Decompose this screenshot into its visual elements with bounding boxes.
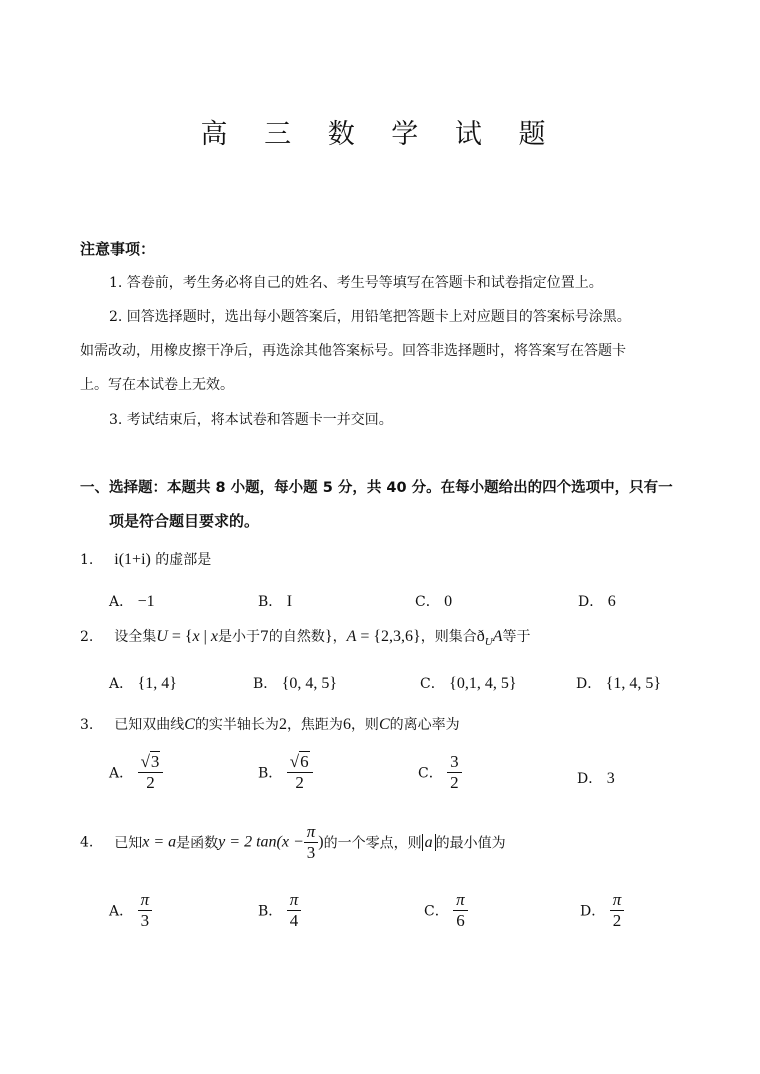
fraction-numerator: π	[138, 890, 153, 911]
option-value: I	[286, 593, 293, 610]
question-text: ，焦距为	[286, 717, 343, 733]
option-value: −1	[137, 593, 155, 610]
fraction-numerator: 6	[300, 752, 309, 771]
question-text: 的离心率为	[389, 717, 460, 733]
question-text: 的一个零点，则	[323, 835, 422, 852]
fraction-denominator: 4	[289, 911, 299, 930]
fraction	[610, 890, 625, 931]
question-text: 的虚部是	[155, 552, 212, 568]
q3-option-d[interactable]	[577, 768, 615, 788]
option-label: B．	[258, 903, 283, 920]
option-label: D．	[577, 771, 603, 787]
math-var-x: x	[192, 628, 200, 645]
complement-symbol: ð	[476, 628, 485, 645]
notice-heading: 注意事项：	[80, 240, 156, 258]
math-bar: |	[199, 628, 211, 645]
fraction-numerator: π	[304, 822, 319, 843]
question-text: 是函数	[176, 835, 219, 852]
fraction-denominator: 2	[146, 773, 155, 792]
question-text: 已知	[114, 835, 143, 852]
option-value: {0, 4, 5}	[281, 675, 338, 692]
option-value: 3	[606, 770, 615, 787]
q4-option-c[interactable]	[424, 890, 468, 931]
option-value: {1, 4}	[137, 675, 177, 692]
option-label: D．	[576, 676, 602, 692]
option-label: D．	[580, 903, 606, 920]
notice-item-2-line-2: 如需改动，用橡皮擦干净后，再选涂其他答案标号。回答非选择题时，将答案写在答题卡	[80, 343, 626, 359]
q3-option-c[interactable]	[418, 752, 462, 793]
fraction	[287, 752, 313, 793]
section-1-heading-line-2: 项是符合题目要求的。	[109, 512, 260, 530]
option-label: C．	[418, 765, 443, 782]
question-text: 等于	[502, 629, 531, 645]
option-label: A．	[109, 676, 134, 692]
q1-option-b[interactable]	[258, 591, 292, 611]
q1-option-d[interactable]	[578, 591, 616, 611]
fraction-numerator: π	[453, 890, 468, 911]
fraction	[304, 822, 319, 863]
fraction	[138, 890, 153, 931]
question-text: ，则集合	[420, 629, 477, 645]
q3-option-b[interactable]	[258, 752, 313, 793]
option-label: C．	[424, 903, 449, 920]
q1-option-a[interactable]	[109, 591, 155, 611]
fraction	[453, 890, 468, 931]
section-1-heading-line-1: 一、选择题：本题共 8 小题，每小题 5 分，共 40 分。在每小题给出的四个选项中，只有一	[80, 480, 673, 496]
option-label: A．	[109, 765, 134, 782]
question-text: ，则	[350, 717, 379, 733]
notice-item-3: 3. 考试结束后，将本试卷和答题卡一并交回。	[109, 412, 393, 428]
question-2	[80, 626, 530, 648]
q3-option-a[interactable]	[109, 752, 163, 793]
question-number: 1.	[80, 552, 94, 568]
math-var-u: U	[156, 628, 168, 645]
notice-item-1: 1. 答卷前，考生务必将自己的姓名、考生号等填写在答题卡和试卷指定位置上。	[109, 275, 603, 291]
question-3	[80, 714, 460, 734]
option-value: 6	[607, 593, 616, 610]
question-number: 3.	[80, 717, 94, 733]
question-text: ，	[332, 629, 347, 645]
fraction	[447, 752, 462, 793]
q2-option-c[interactable]	[420, 673, 517, 693]
fraction-numerator: π	[610, 890, 625, 911]
question-text: 已知双曲线	[114, 717, 185, 733]
math-expression: x = a	[142, 833, 177, 851]
fraction-denominator: 2	[295, 773, 304, 792]
question-1	[80, 549, 211, 569]
math-set: = {2,3,6}	[356, 628, 421, 645]
math-var-c: C	[378, 716, 390, 733]
fraction	[138, 752, 164, 793]
fraction-denominator: 3	[306, 843, 316, 862]
q2-option-d[interactable]	[576, 673, 661, 693]
option-label: D．	[578, 594, 604, 610]
option-label: A．	[109, 903, 134, 920]
q1-option-c[interactable]	[415, 591, 452, 611]
math-function: y = 2 tan(x −	[218, 833, 304, 851]
option-label: C．	[415, 594, 440, 610]
option-label: B．	[258, 765, 283, 782]
math-var-a: A	[492, 628, 503, 645]
question-text: 的最小值为	[435, 835, 506, 852]
option-label: A．	[109, 594, 134, 610]
option-label: B．	[253, 676, 278, 692]
math-eq: = {	[167, 628, 193, 645]
page-title: 高 三 数 学 试 题	[200, 119, 560, 150]
math-paren: )	[318, 833, 324, 851]
q4-option-a[interactable]	[109, 890, 152, 931]
question-4	[80, 822, 506, 863]
option-value: {1, 4, 5}	[605, 675, 662, 692]
q2-option-a[interactable]	[109, 673, 177, 693]
fraction	[287, 890, 302, 931]
notice-item-2-line-3: 上。写在本试卷上无效。	[80, 377, 234, 393]
question-number: 4.	[80, 834, 94, 851]
math-expression: i(1+i)	[114, 551, 151, 568]
question-text: 的实半轴长为	[194, 717, 279, 733]
question-text: 设全集	[114, 629, 157, 645]
math-var-a: A	[346, 628, 357, 645]
question-text: 是小于7的自然数	[217, 629, 325, 645]
fraction-denominator: 3	[140, 911, 150, 930]
sqrt-icon: √	[140, 752, 150, 771]
option-label: B．	[258, 594, 283, 610]
fraction-denominator: 6	[456, 911, 465, 930]
q4-option-b[interactable]	[258, 890, 301, 931]
math-var-c: C	[184, 716, 195, 733]
fraction-denominator: 2	[450, 773, 459, 792]
option-value: 0	[444, 593, 453, 610]
math-abs-a: a	[422, 834, 436, 851]
math-var-x: x	[210, 628, 218, 645]
math-number: 2	[278, 716, 287, 733]
fraction-numerator: 3	[447, 752, 462, 773]
q4-option-d[interactable]	[580, 890, 624, 931]
math-number: 6	[342, 716, 351, 733]
question-number: 2.	[80, 629, 94, 645]
notice-item-2-line-1: 2. 回答选择题时，选出每小题答案后，用铅笔把答题卡上对应题目的答案标号涂黑。	[109, 309, 631, 325]
option-value: {0,1, 4, 5}	[449, 675, 517, 692]
option-label: C．	[420, 676, 445, 692]
fraction-numerator: 3	[150, 752, 160, 771]
fraction-numerator: π	[287, 890, 302, 911]
sqrt-icon: √	[289, 752, 300, 771]
fraction-denominator: 2	[612, 911, 622, 930]
math-subscript-u: U	[484, 635, 493, 648]
math-brace: }	[324, 628, 333, 645]
q2-option-b[interactable]	[253, 673, 337, 693]
